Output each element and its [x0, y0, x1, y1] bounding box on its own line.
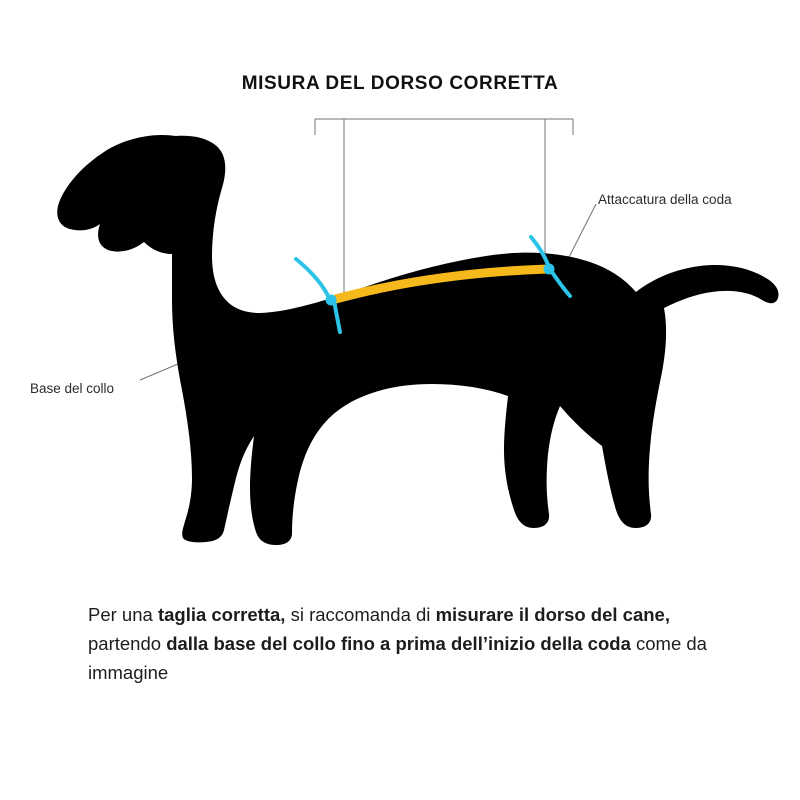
label-attaccatura-della-coda: Attaccatura della coda	[598, 192, 732, 207]
caption-text: Per una	[88, 604, 158, 625]
caption-text: si raccomanda di	[285, 604, 436, 625]
caption-emphasis: taglia corretta,	[157, 604, 286, 625]
caption-text: partendo	[88, 633, 167, 654]
caption-emphasis: dalla base del collo fino a prima dell’inizio della coda	[166, 633, 631, 654]
page-title: MISURA DEL DORSO CORRETTA	[241, 73, 559, 94]
caption-emphasis: misurare il dorso del cane,	[435, 604, 670, 625]
instruction-caption	[88, 600, 716, 687]
label-base-del-collo: Base del collo	[30, 381, 115, 396]
caption-text: come da immagine	[88, 633, 707, 683]
